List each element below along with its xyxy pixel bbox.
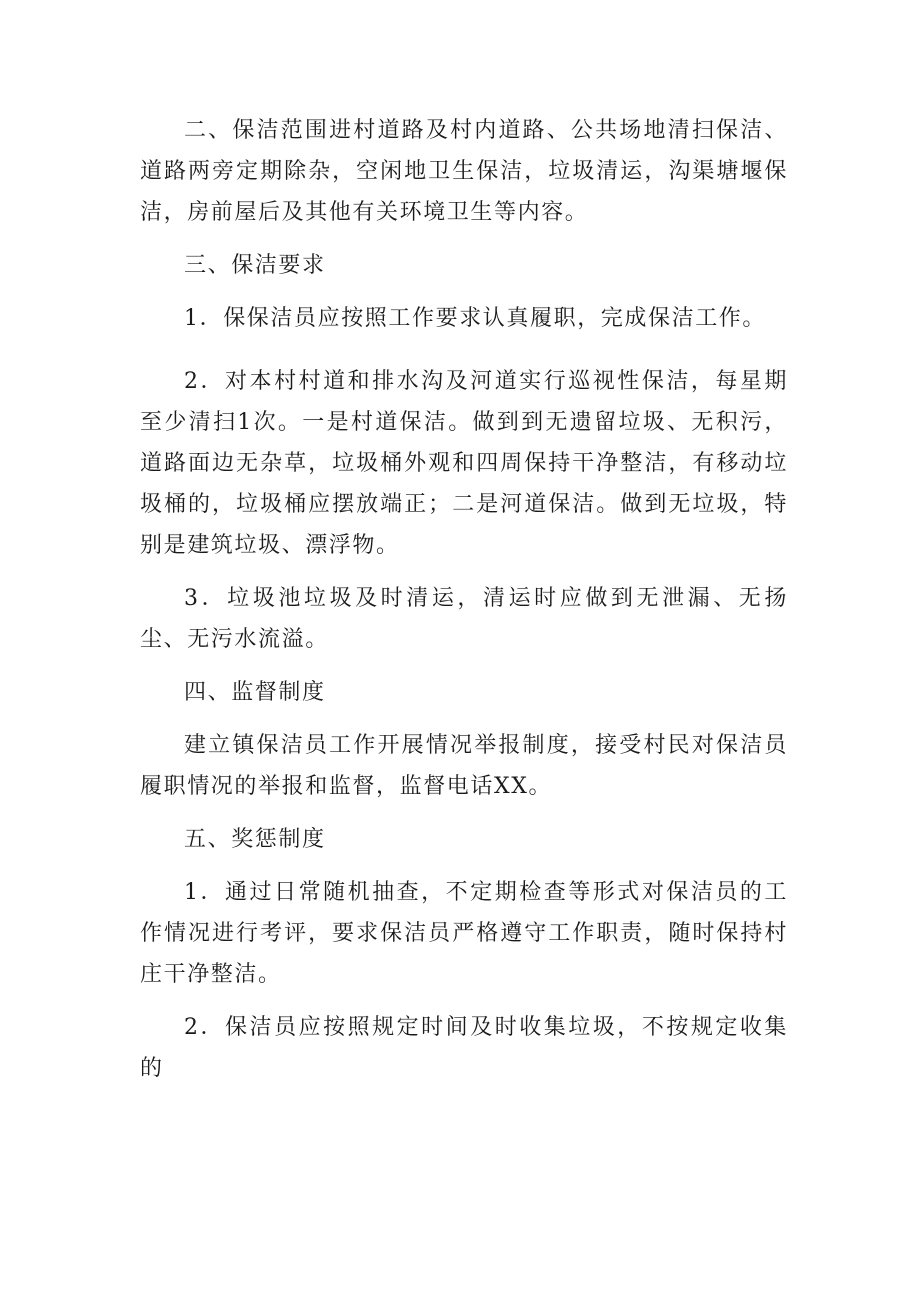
paragraph-supervision: 建立镇保洁员工作开展情况举报制度，接受村民对保洁员履职情况的举报和监督，监督电话XX。 <box>140 733 788 799</box>
document-body <box>140 110 788 1101</box>
paragraph-requirement-2: 2．对本村村道和排水沟及河道实行巡视性保洁，每星期至少清扫1次。一是村道保洁。做到到无遗留垃圾、无积污，道路面边无杂草，垃圾桶外观和四周保持干净整洁，有移动垃圾桶的，垃圾桶应摆放端正；二是河道保洁。做到无垃圾，特别是建筑垃圾、漂浮物。 <box>140 369 788 558</box>
paragraph-reward-penalty-2: 2．保洁员应按照规定时间及时收集垃圾，不按规定收集的 <box>140 1015 788 1081</box>
paragraph-requirement-3: 3．垃圾池垃圾及时清运，清运时应做到无泄漏、无扬尘、无污水流溢。 <box>140 586 788 652</box>
heading-reward-penalty-system: 五、奖惩制度 <box>184 827 326 852</box>
paragraph-requirement-1: 1．保保洁员应按照工作要求认真履职，完成保洁工作。 <box>184 306 766 331</box>
paragraph-reward-penalty-1: 1．通过日常随机抽查，不定期检查等形式对保洁员的工作情况进行考评，要求保洁员严格遵守工作职责，随时保持村庄干净整洁。 <box>140 880 788 987</box>
heading-supervision-system: 四、监督制度 <box>184 680 326 705</box>
heading-cleaning-requirements: 三、保洁要求 <box>184 253 326 278</box>
paragraph-cleaning-scope: 二、保洁范围进村道路及村内道路、公共场地清扫保洁、道路两旁定期除杂，空闲地卫生保洁，垃圾清运，沟渠塘堰保洁，房前屋后及其他有关环境卫生等内容。 <box>140 118 788 225</box>
